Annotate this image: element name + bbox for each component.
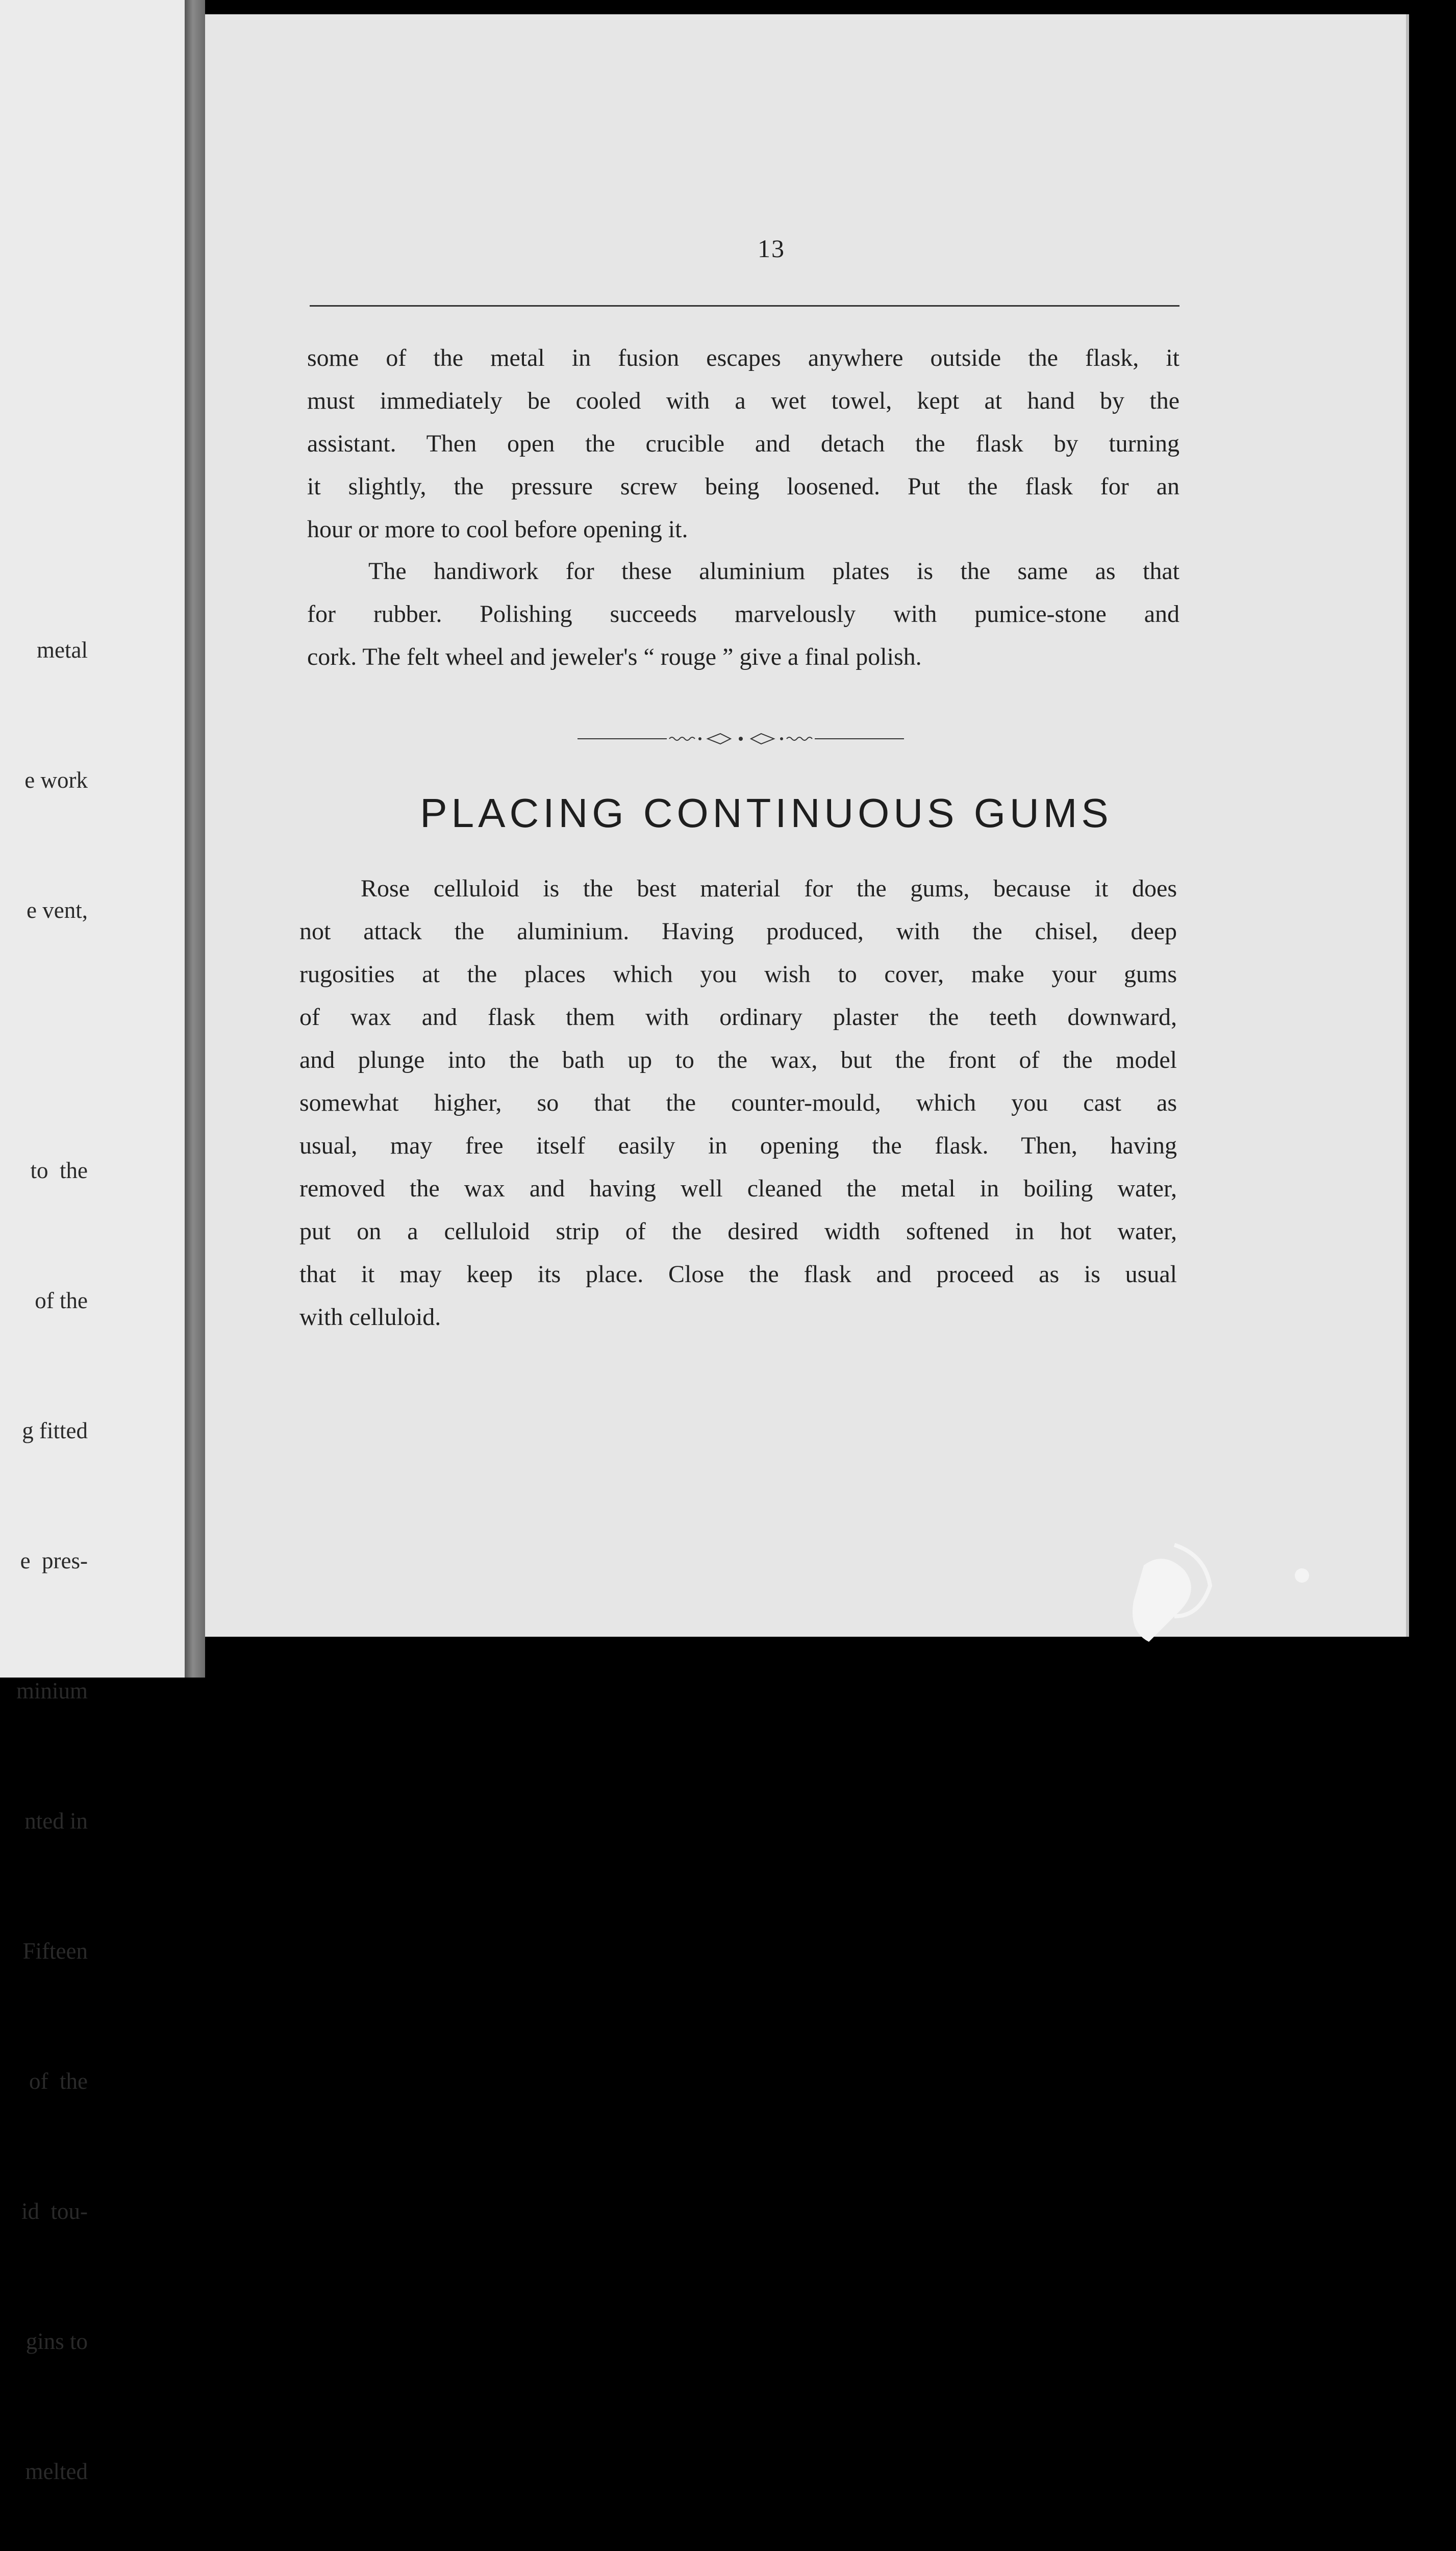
fragment-line: nted in bbox=[24, 1808, 88, 1834]
text-line: usual, may free itself easily in opening the flask. Then, having bbox=[299, 1132, 1177, 1159]
fragment-line: to the bbox=[30, 1158, 88, 1183]
fragment-line: of the bbox=[35, 1288, 88, 1313]
paragraph-handiwork bbox=[307, 550, 1179, 679]
section-divider-ornament bbox=[578, 729, 904, 749]
fragment-line bbox=[0, 1019, 88, 1062]
text-line: hour or more to cool before opening it. bbox=[307, 516, 688, 543]
text-line: some of the metal in fusion escapes anywhere outside the flask, it bbox=[307, 344, 1179, 371]
section-title: PLACING CONTINUOUS GUMS bbox=[420, 790, 1113, 836]
text-line: somewhat higher, so that the counter-mould, which you cast as bbox=[299, 1089, 1177, 1116]
fragment-line: of the bbox=[29, 2068, 88, 2094]
fragment-line: e pres- bbox=[20, 1548, 88, 1573]
book-gutter bbox=[185, 0, 205, 1678]
fragment-line: e work bbox=[24, 767, 88, 793]
section-paragraph bbox=[299, 867, 1177, 1339]
fragment-line: e vent, bbox=[27, 897, 88, 923]
header-rule bbox=[310, 305, 1179, 307]
text-line: cork. The felt wheel and jeweler's “ rouge ” give a final polish. bbox=[307, 643, 922, 670]
fragment-line: Fifteen bbox=[22, 1938, 88, 1964]
text-line: must immediately be cooled with a wet towel, kept at hand by the bbox=[307, 387, 1179, 414]
text-line: not attack the aluminium. Having produced, with the chisel, deep bbox=[299, 918, 1177, 945]
text-line: The handiwork for these aluminium plates is the same as that bbox=[368, 558, 1179, 585]
text-line: it slightly, the pressure screw being loosened. Put the flask for an bbox=[307, 473, 1179, 500]
book-page bbox=[205, 14, 1409, 1637]
text-line: rugosities at the places which you wish to cover, make your gums bbox=[299, 961, 1177, 988]
text-line: with celluloid. bbox=[299, 1304, 441, 1331]
fragment-line: melted bbox=[25, 2459, 88, 2484]
text-line: put on a celluloid strip of the desired width softened in hot water, bbox=[299, 1218, 1177, 1245]
text-line: assistant. Then open the crucible and detach the flask by turning bbox=[307, 430, 1179, 457]
previous-page-text bbox=[0, 542, 88, 2551]
fragment-line: minium bbox=[16, 1678, 88, 1704]
text-line: that it may keep its place. Close the flask and proceed as is usual bbox=[299, 1261, 1177, 1288]
previous-page-fragment bbox=[0, 0, 185, 2484]
text-line: for rubber. Polishing succeeds marvelously with pumice-stone and bbox=[307, 601, 1179, 628]
page-number: 13 bbox=[758, 234, 785, 263]
text-line: of wax and flask them with ordinary plaster the teeth downward, bbox=[299, 1004, 1177, 1031]
text-line: removed the wax and having well cleaned the metal in boiling water, bbox=[299, 1175, 1177, 1202]
fragment-line: gins to bbox=[26, 2329, 88, 2354]
paragraph-continuation bbox=[307, 337, 1179, 551]
fragment-line: metal bbox=[37, 637, 88, 663]
text-line: and plunge into the bath up to the wax, but the front of the model bbox=[299, 1046, 1177, 1073]
fragment-line: g fitted bbox=[22, 1418, 88, 1443]
fragment-line: id tou- bbox=[21, 2198, 88, 2224]
text-line: Rose celluloid is the best material for the gums, because it does bbox=[361, 875, 1177, 902]
